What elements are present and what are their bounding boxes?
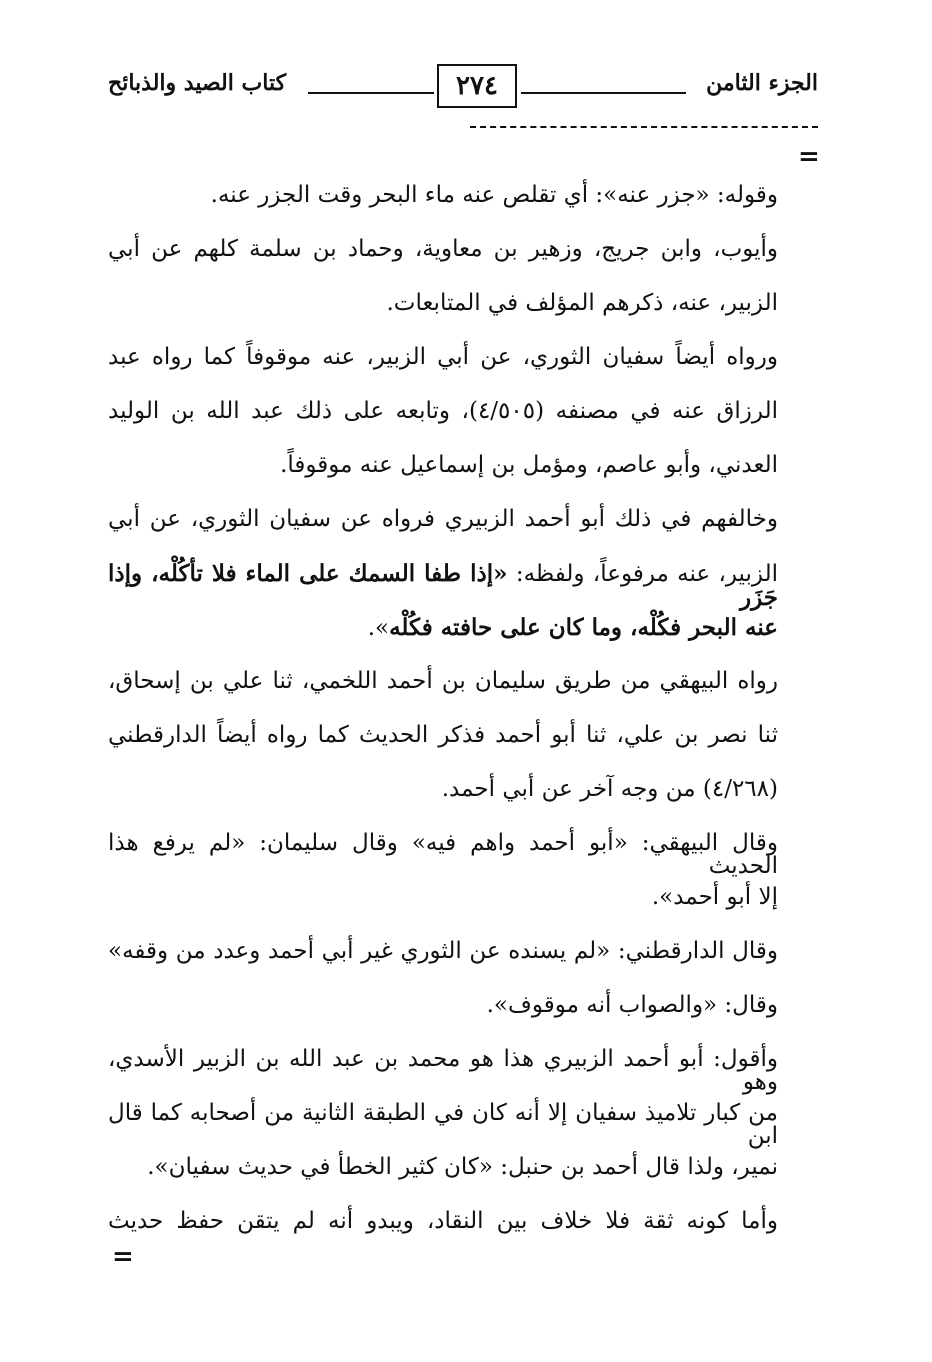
- line-9-plain: ».: [367, 615, 390, 641]
- header-rule-left: [308, 92, 434, 94]
- text-line-20: وأما كونه ثقة فلا خلاف بين النقاد، ويبدو أنه لم يتقن حفظ حديث: [108, 1208, 778, 1234]
- header-rule-right: [521, 92, 686, 94]
- equals-mark-bottom: =: [112, 1242, 134, 1272]
- line-8-plain: الزبير، عنه مرفوعاً، ولفظه:: [507, 561, 778, 587]
- text-line-13: وقال البيهقي: «أبو أحمد واهم فيه» وقال سليمان: «لم يرفع هذا الحديث: [108, 830, 778, 879]
- text-line-10: رواه البيهقي من طريق سليمان بن أحمد اللخمي، ثنا علي بن إسحاق،: [108, 668, 778, 694]
- text-line-1: وقوله: «جزر عنه»: أي تقلص عنه ماء البحر وقت الجزر عنه.: [210, 182, 778, 208]
- text-line-3: الزبير، عنه، ذكرهم المؤلف في المتابعات.: [386, 290, 778, 316]
- hadith-bold-1: «إذا طفا السمك على الماء فلا تأكُلْه، وإذا جَزَر: [108, 560, 778, 611]
- text-line-15: وقال الدارقطني: «لم يسنده عن الثوري غير أبي أحمد وعدد من وقفه»: [108, 938, 778, 964]
- text-line-8: [108, 560, 778, 611]
- text-line-18: من كبار تلاميذ سفيان إلا أنه كان في الطبقة الثانية من أصحابه كما قال ابن: [108, 1100, 778, 1149]
- volume-title: الجزء الثامن: [706, 70, 818, 96]
- text-line-17: وأقول: أبو أحمد الزبيري هذا هو محمد بن عبد الله بن الزبير الأسدي، وهو: [108, 1046, 778, 1095]
- chapter-title: كتاب الصيد والذبائح: [108, 70, 287, 96]
- text-line-6: العدني، وأبو عاصم، ومؤمل بن إسماعيل عنه موقوفاً.: [280, 452, 778, 478]
- text-line-14: إلا أبو أحمد».: [651, 884, 778, 910]
- equals-mark-top: =: [798, 142, 820, 172]
- text-line-9: [368, 616, 778, 640]
- text-line-16: وقال: «والصواب أنه موقوف».: [486, 992, 778, 1018]
- text-line-2: وأيوب، وابن جريج، وزهير بن معاوية، وحماد بن سلمة كلهم عن أبي: [108, 236, 778, 262]
- text-line-11: ثنا نصر بن علي، ثنا أبو أحمد فذكر الحديث كما رواه أيضاً الدارقطني: [108, 722, 778, 748]
- page-header: [108, 64, 818, 110]
- text-line-5: الرزاق عنه في مصنفه (٤/٥٠٥)، وتابعه على ذلك عبد الله بن الوليد: [108, 398, 778, 424]
- text-line-7: وخالفهم في ذلك أبو أحمد الزبيري فرواه عن سفيان الثوري، عن أبي: [108, 506, 778, 532]
- text-line-4: ورواه أيضاً سفيان الثوري، عن أبي الزبير، عنه موقوفاً كما رواه عبد: [108, 344, 778, 370]
- text-line-12: (٤/٢٦٨) من وجه آخر عن أبي أحمد.: [441, 776, 778, 802]
- hadith-bold-2: عنه البحر فكُلْه، وما كان على حافته فكُلْه: [389, 614, 778, 641]
- header-dashed-rule: [470, 126, 818, 128]
- page-number: ٢٧٤: [437, 64, 517, 108]
- text-line-19: نمير، ولذا قال أحمد بن حنبل: «كان كثير الخطأ في حديث سفيان».: [147, 1154, 778, 1180]
